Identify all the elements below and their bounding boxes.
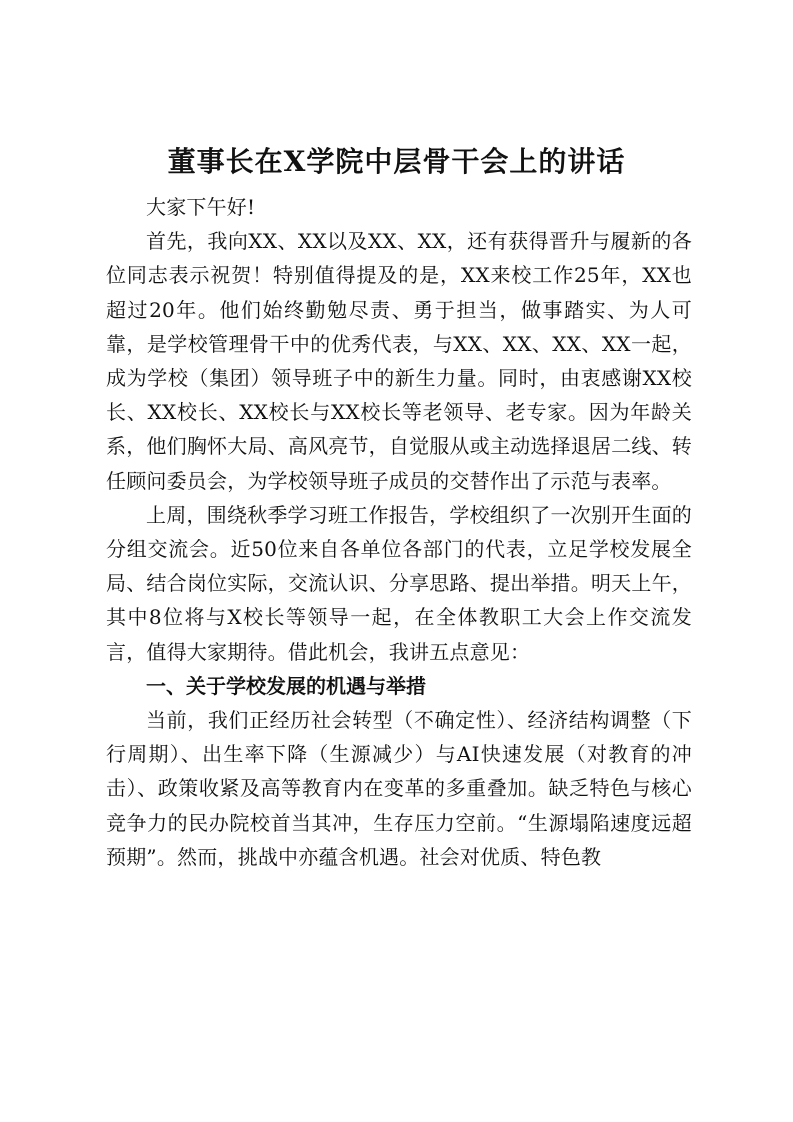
body-paragraph-congratulations: 首先，我向XX、XX以及XX、XX，还有获得晋升与履新的各位同志表示祝贺！特别值得提及的是，XX来校工作25年，XX也超过20年。他们始终勤勉尽责、勇于担当，做事踏实、为人可靠，是学校管理骨干中的优秀代表，与XX、XX、XX、XX一起，成为学校（集团）领导班子中的新生力量。同时，由衷感谢XX校长、XX校长、XX校长与XX校长等老领导、老专家。因为年龄关系，他们胸怀大局、高风亮节，自觉服从或主动选择退居二线、转任顾问委员会，为学校领导班子成员的交替作出了示范与表率。 xyxy=(106,229,692,493)
section-heading: 一、关于学校发展的机遇与举措 xyxy=(146,673,426,698)
document-body xyxy=(106,190,692,874)
document-title: 董事长在X学院中层骨干会上的讲话 xyxy=(167,145,626,178)
body-paragraph-exchange-meeting: 上周，围绕秋季学习班工作报告，学校组织了一次别开生面的分组交流会。近50位来自各单位各部门的代表，立足学校发展全局、结合岗位实际，交流认识、分享思路、提出举措。明天上午，其中8位将与X校长等领导一起，在全体教职工大会上作交流发言，值得大家期待。借此机会，我讲五点意见： xyxy=(106,502,692,664)
greeting-paragraph: 大家下午好! xyxy=(146,195,256,219)
section-paragraph: 当前，我们正经历社会转型（不确定性）、经济结构调整（下行周期）、出生率下降（生源减少）与AI快速发展（对教育的冲击）、政策收紧及高等教育内在变革的多重叠加。缺乏特色与核心竞争力的民办院校首当其冲，生存压力空前。“生源塌陷速度远超预期”。然而，挑战中亦蕴含机遇。社会对优质、特色教 xyxy=(106,708,692,869)
